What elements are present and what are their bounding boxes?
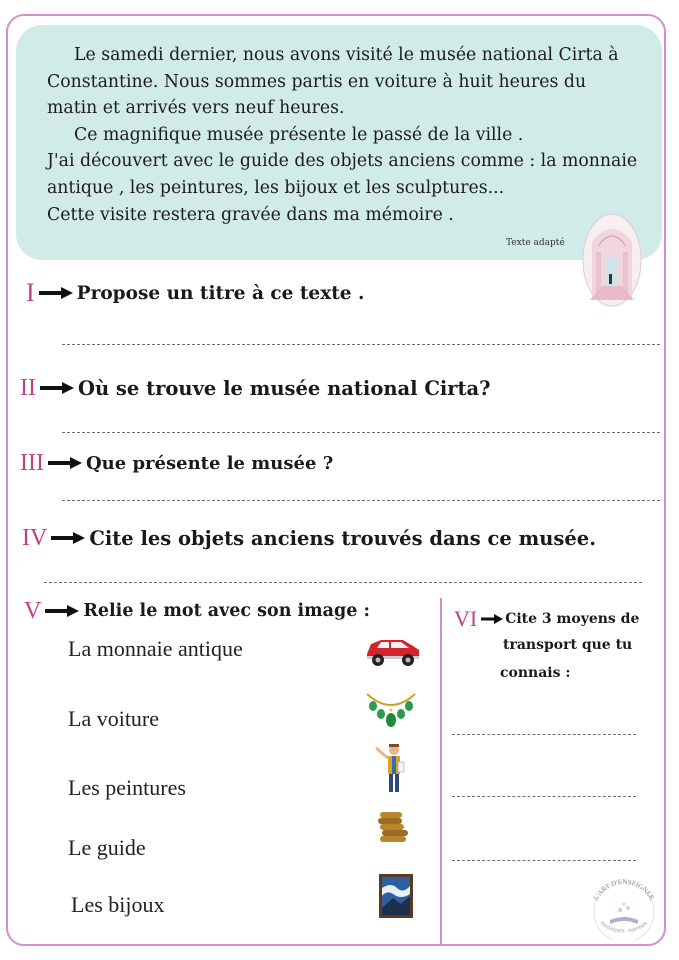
answer-line xyxy=(62,432,660,433)
question-1 xyxy=(26,278,364,308)
arrow-right-icon xyxy=(481,614,503,624)
match-word: La monnaie antique xyxy=(68,636,243,661)
column-divider xyxy=(440,598,442,944)
question-5 xyxy=(24,596,370,626)
text-line: antique , les peintures, les bijoux et les sculptures... xyxy=(47,177,505,198)
question-text: Que présente le musée ? xyxy=(85,452,334,474)
painting-icon xyxy=(379,874,413,918)
roman-numeral: IV xyxy=(22,524,48,551)
answer-line xyxy=(62,500,660,501)
arrow-right-icon xyxy=(51,532,85,544)
museum-hall-icon xyxy=(582,212,642,308)
text-line: matin et arrivés vers neuf heures. xyxy=(47,98,345,119)
source-note: Texte adapté xyxy=(506,238,565,248)
question-text: Cite les objets anciens trouvés dans ce musée. xyxy=(89,526,597,550)
coins-icon xyxy=(376,808,410,844)
arrow-right-icon xyxy=(39,287,73,299)
question-text: Cite 3 moyens de xyxy=(505,611,640,627)
text-line: Le samedi dernier, nous avons visité le musée national Cirta à xyxy=(74,45,619,65)
match-word: Les bijoux xyxy=(71,892,165,917)
arrow-right-icon xyxy=(40,382,74,394)
question-6 xyxy=(454,604,639,634)
match-word: Le guide xyxy=(68,835,146,860)
text-line: J'ai découvert avec le guide des objets anciens comme : la monnaie xyxy=(47,151,638,172)
roman-numeral: II xyxy=(20,374,36,401)
question-text-line: transport que tu xyxy=(503,637,633,653)
match-word: La voiture xyxy=(68,706,160,731)
roman-numeral: VI xyxy=(454,606,478,631)
question-2 xyxy=(20,373,491,403)
arrow-right-icon xyxy=(45,605,79,617)
roman-numeral: I xyxy=(26,278,35,307)
answer-line xyxy=(452,796,636,797)
question-text-line: connais : xyxy=(500,665,571,681)
reading-text xyxy=(47,42,647,228)
question-text: Où se trouve le musée national Cirta? xyxy=(77,376,491,400)
roman-numeral: V xyxy=(24,597,42,624)
roman-numeral: III xyxy=(20,449,44,476)
guide-icon xyxy=(372,742,412,796)
car-icon xyxy=(363,630,423,668)
match-word: Les peintures xyxy=(68,775,186,800)
text-line: Cette visite restera gravée dans ma mémoire . xyxy=(47,204,454,225)
text-line: Constantine. Nous sommes partis en voiture à huit heures du xyxy=(47,71,587,92)
question-text: Relie le mot avec son image : xyxy=(83,601,370,621)
answer-line xyxy=(452,734,636,735)
answer-line xyxy=(62,344,660,345)
svg-text:ENSEIGNER · INSPIRER: ENSEIGNER · INSPIRER xyxy=(599,920,649,934)
arrow-right-icon xyxy=(48,457,82,469)
answer-line xyxy=(44,582,642,583)
question-3 xyxy=(20,448,333,478)
question-4 xyxy=(22,523,596,553)
publisher-logo xyxy=(586,874,662,940)
question-text: Propose un titre à ce texte . xyxy=(76,282,365,304)
answer-line xyxy=(452,860,636,861)
necklace-icon xyxy=(363,690,419,734)
text-line: Ce magnifique musée présente le passé de la ville . xyxy=(74,124,524,145)
svg-text:L'ART D'ENSEIGNER: L'ART D'ENSEIGNER xyxy=(592,877,656,902)
